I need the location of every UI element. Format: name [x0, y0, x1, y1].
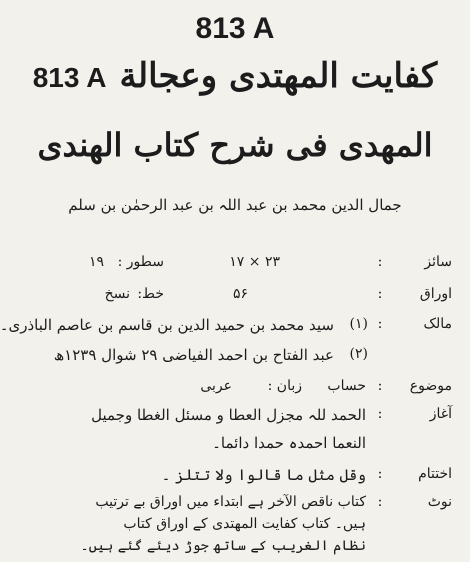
size-colon: : [377, 254, 383, 270]
explicit-colon: : [377, 466, 383, 482]
folios-value: ۵۶ [232, 286, 248, 302]
shelf-mark: 813 A [195, 12, 275, 45]
incipit-row [0, 406, 470, 432]
note-colon: : [377, 494, 383, 510]
size-row [0, 254, 470, 276]
incipit-row-2 [0, 434, 470, 460]
author: جمال الدین محمد بن عبد اللہ بن عبد الرحمٰن بن سلم [68, 196, 402, 214]
explicit-row [0, 466, 470, 488]
owner-label: مالک [423, 316, 452, 332]
script-value: نسخ [104, 286, 130, 302]
lines-label: سطور : [117, 254, 164, 270]
incipit-colon: : [377, 406, 383, 422]
note-row-2 [0, 516, 470, 536]
explicit-value: وقل مثل ما قالوا ولا تتلز ۔ [161, 466, 366, 484]
title-shelf-mark: 813 A [32, 62, 107, 93]
subject-row [0, 378, 470, 400]
folios-label: اوراق [419, 286, 452, 302]
owner-item-1-number: (۱) [349, 316, 368, 332]
note-row [0, 494, 470, 516]
subject-value: حساب [327, 378, 366, 394]
folios-colon: : [377, 286, 383, 302]
size-label: سائز [424, 254, 452, 270]
folios-row [0, 286, 470, 308]
language-label: زبان : [267, 378, 302, 394]
note-line-2: ہیں۔ کتاب کفایت المهتدی کے اوراق کتاب [123, 516, 366, 532]
owner-row-2 [0, 346, 470, 368]
subject-label: موضوع [409, 378, 452, 394]
note-line-1: کتاب ناقص الآخر ہے ابتداء میں اوراق بے ترتیب [95, 494, 366, 510]
owner-item-1: سید محمد بن حمید الدین بن قاسم بن عاصم الباذری۔ [0, 316, 334, 334]
owner-row [0, 316, 470, 338]
explicit-label: اختتام [418, 466, 452, 482]
title-line-2: المهدی فی شرح کتاب الهندی [37, 126, 433, 164]
incipit-line-1: الحمد للہ مجزل العطا و مسئل الغطا وجمیل [91, 406, 366, 424]
incipit-line-2: النعما احمدہ حمدا دائما۔ [212, 434, 366, 452]
title-main: کفایت المهتدی وعجالة [119, 56, 438, 96]
incipit-label: آغاز [429, 406, 452, 422]
note-row-3 [0, 538, 470, 558]
owner-colon: : [377, 316, 383, 332]
script-label: خط: [137, 286, 164, 302]
note-label: نوٹ [427, 494, 452, 510]
owner-item-2-number: (۲) [349, 346, 368, 362]
note-line-3: نظام الغریب کے ساتھ جوڑ دیئے گئے ہیں۔ [80, 538, 366, 554]
lines-value: ۱۹ [88, 254, 104, 270]
title-line-1 [20, 56, 450, 106]
language-value: عربی [200, 378, 232, 394]
owner-item-2: عبد الفتاح بن احمد الفیاضی ۲۹ شوال ۱۲۳۹ھ [53, 346, 334, 364]
subject-colon: : [377, 378, 383, 394]
size-dimensions: ۲۳ × ۱۷ [229, 254, 280, 270]
